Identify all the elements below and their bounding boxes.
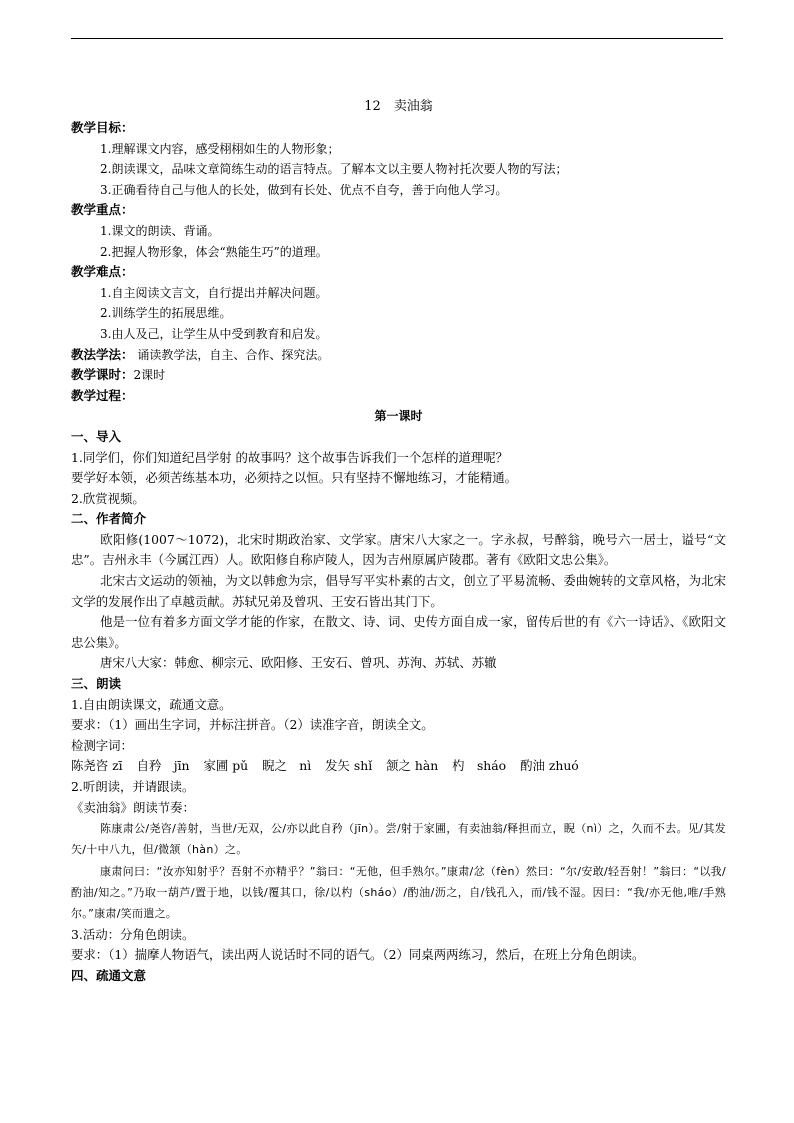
requirement-line: 要求：（1）揣摩人物语气，读出两人说话时不同的语气。（2）同桌两两练习，然后，在班上分角色朗读。 — [71, 947, 645, 963]
pinyin-word: 酌油 zhuó — [520, 758, 579, 774]
difficulty-item: 2.训练学生的拓展思维。 — [100, 306, 232, 321]
pinyin-word: 自矜 jīn — [136, 758, 190, 774]
pinyin-word-list — [71, 756, 726, 777]
section-3-line: 1.自由朗读课文，疏通文意。 — [71, 696, 232, 712]
author-paragraph — [71, 530, 726, 571]
method-line — [71, 345, 726, 366]
section-1-line: 2.欣赏视频。 — [71, 490, 145, 506]
author-paragraph-text: 唐宋八大家：韩愈、柳宗元、欧阳修、王安石、曾巩、苏洵、苏轼、苏辙 — [100, 655, 497, 671]
document-page — [71, 98, 726, 986]
pinyin-word: 杓 sháo — [452, 758, 507, 774]
pinyin-word: 颔之 hàn — [386, 758, 439, 774]
key-point-item: 1.课文的朗读、背诵。 — [100, 223, 220, 238]
rhythm-paragraph-text: 康肃问曰：“汝亦知射乎？吾射不亦精乎？”翁曰：“无他，但手熟尔。”康肃/忿（fèn）然曰：“尔/安敢/轻吾射！”翁曰：“以我/酌油/知之。”乃取一葫芦/置于地，以钱/覆其口，徐/以杓（sháo）/酌油/沥之，自/钱孔入，而/钱不湿。因曰：“我/亦无他,唯/手熟尔。”康肃/笑而遣之。 — [71, 864, 726, 921]
author-paragraph-text: 北宋古文运动的领袖，为文以韩愈为宗，倡导写平实朴素的古文，创立了平易流畅、委曲婉转的文章风格，为北宋文学的发展作出了卓越贡献。苏轼兄弟及曾巩、王安石皆出其门下。 — [71, 573, 726, 609]
goal-item: 3.正确看待自己与他人的长处，做到有长处、优点不自夸，善于向他人学习。 — [100, 182, 508, 197]
rhythm-paragraph — [71, 818, 726, 861]
header-rule — [71, 38, 723, 39]
pinyin-word: 家圃 pǔ — [203, 758, 249, 774]
goal-item: 1.理解课文内容，感受栩栩如生的人物形象； — [100, 141, 340, 156]
key-point-item: 2.把握人物形象，体会“熟能生巧”的道理。 — [100, 244, 328, 259]
section-1-heading: 一、导入 — [71, 428, 122, 444]
section-3-line: 2.听朗读，并请跟读。 — [71, 779, 195, 794]
difficulty-heading: 教学难点： — [71, 264, 134, 280]
method-label: 教法学法： — [71, 346, 134, 362]
author-paragraph — [71, 653, 726, 674]
hours-line — [71, 365, 726, 386]
author-paragraph-text: 他是一位有着多方面文学才能的作家，在散文、诗、词、史传方面自成一家，留传后世的有《六一诗话》、《欧阳文忠公集》。 — [71, 614, 726, 650]
pinyin-word: 陈尧咨 zī — [71, 758, 123, 774]
key-points-heading: 教学重点： — [71, 202, 134, 218]
section-1-line: 要学好本领，必须苦练基本功，必须持之以恒。只有坚持不懈地练习，才能精通。 — [71, 470, 518, 486]
difficulty-item: 3.由人及己，让学生从中受到教育和启发。 — [100, 326, 328, 341]
section-1-line: 1.同学们，你们知道纪昌学射 的故事吗？这个故事告诉我们一个怎样的道理呢？ — [71, 449, 509, 465]
pinyin-word: 发矢 shǐ — [325, 758, 373, 774]
author-paragraph-text: 欧阳修(1007～1072)，北宋时期政治家、文学家。唐宋八大家之一。字永叔，号醉翁，晚号六一居士，谥号“文忠”。吉州永丰（今属江西）人。欧阳修自称庐陵人，因为吉州原属庐陵郡。著有《欧阳文忠公集》。 — [71, 531, 726, 568]
pinyin-word: 睨之 nì — [262, 758, 312, 774]
requirement-line: 要求：（1）画出生字词，并标注拼音。（2）读准字音，朗读全文。 — [71, 717, 434, 733]
process-heading: 教学过程： — [71, 387, 134, 403]
word-check-label: 检测字词： — [71, 737, 133, 753]
rhythm-paragraph-text: 陈康肃公/尧咨/善射，当世/无双，公/亦以此自矜（jīn）。尝/射于家圃，有卖油翁/释担而立，睨（nì）之，久而不去。见/其发矢/十中八九，但/微颔（hàn）之。 — [71, 822, 726, 857]
hours-label: 教学课时： — [71, 367, 134, 383]
lesson-title: 12 卖油翁 — [364, 99, 433, 114]
section-3-heading: 三、朗读 — [71, 676, 122, 692]
section-3-line: 3.活动：分角色朗读。 — [71, 926, 195, 942]
section-2-heading: 二、作者简介 — [71, 511, 147, 527]
rhythm-label: 《卖油翁》朗读节奏： — [71, 799, 195, 815]
difficulty-item: 1.自主阅读文言文，自行提出并解决问题。 — [100, 285, 328, 300]
goal-item: 2.朗读课文，品味文章简练生动的语言特点。了解本文以主要人物衬托次要人物的写法； — [100, 162, 568, 177]
author-paragraph — [71, 612, 726, 653]
lesson-heading: 第一课时 — [374, 409, 423, 424]
author-paragraph — [71, 571, 726, 612]
goals-heading: 教学目标： — [71, 120, 134, 135]
hours-text: 2课时 — [133, 368, 166, 383]
method-text: 诵读教学法，自主、合作、探究法。 — [133, 347, 330, 362]
rhythm-paragraph — [71, 861, 726, 925]
section-4-heading: 四、疏通文意 — [71, 967, 147, 983]
